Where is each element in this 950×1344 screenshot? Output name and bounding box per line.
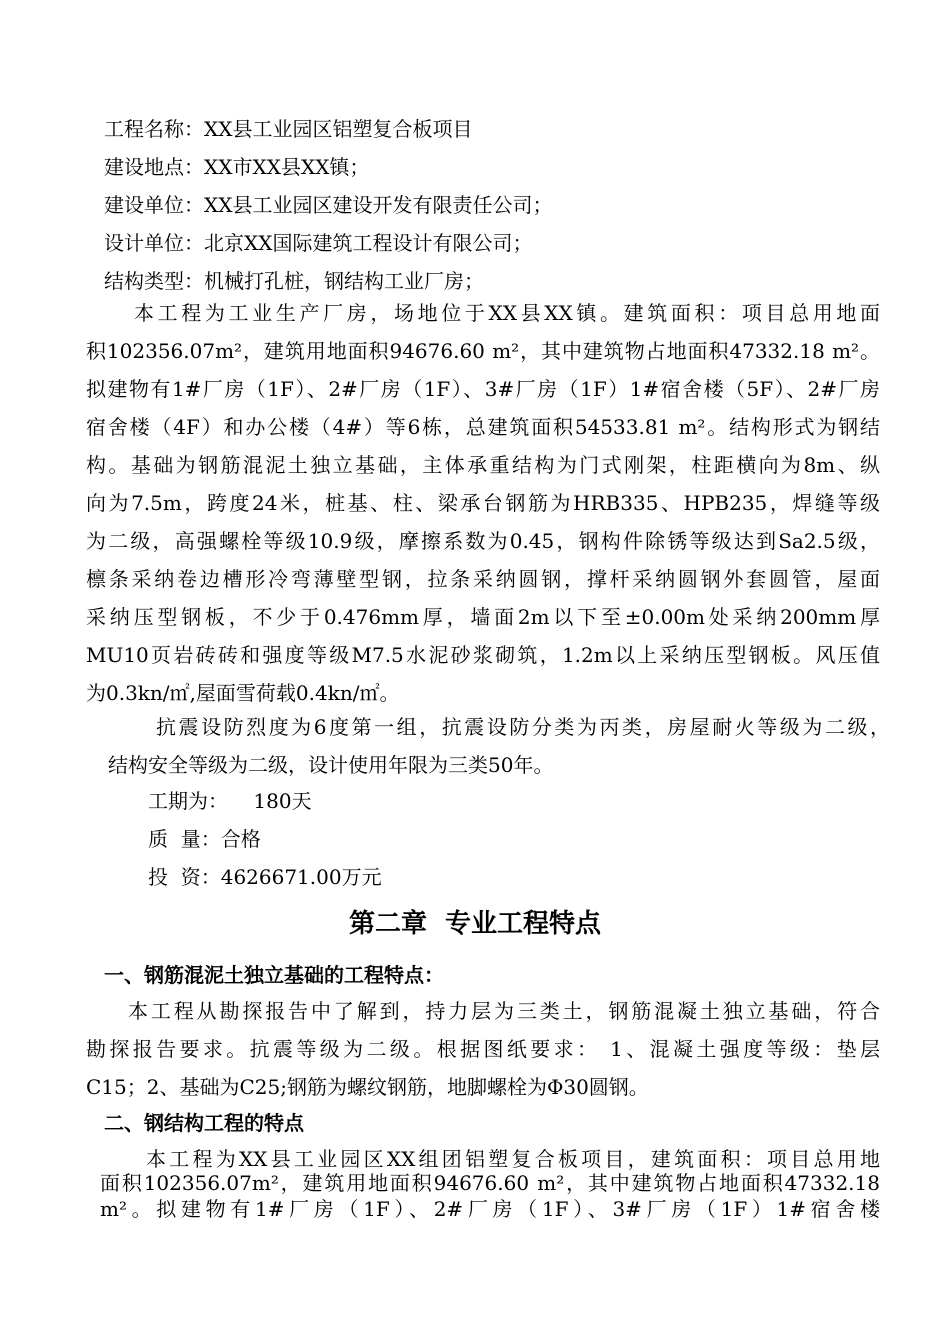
para1-line: 为二级，高强螺栓等级10.9级，摩擦系数为0.45，钢构件除锈等级达到Sa2.5级， [86,529,880,553]
para1-line: 檩条采纳卷边槽形冷弯薄壁型钢，拉条采纳圆钢，撑杆采纳圆钢外套圆管，屋面 [86,567,880,591]
para1-line: 宿舍楼（4F）和办公楼（4#）等6栋，总建筑面积54533.81 m²。结构形式为钢结 [86,415,880,439]
section2-line: 面积102356.07m²，建筑用地面积94676.60 m²，其中建筑物占地面积47332.18 [100,1171,880,1195]
summary-investment: 投 资：4626671.00万元 [148,865,382,889]
info-project-name: 工程名称：XX县工业园区铝塑复合板项目 [104,117,473,141]
para1-line: MU10页岩砖砖和强度等级M7.5水泥砂浆砌筑，1.2m以上采纳压型钢板。风压值 [86,643,880,667]
para2-line: 结构安全等级为二级，设计使用年限为三类50年。 [108,753,554,777]
section1-line: 本工程从勘探报告中了解到，持力层为三类土，钢筋混凝土独立基础，符合 [128,999,880,1023]
section2-line: 本工程为XX县工业园区XX组团铝塑复合板项目，建筑面积：项目总用地 [146,1147,880,1171]
info-location: 建设地点：XX市XX县XX镇； [104,155,370,179]
section2-heading: 二、钢结构工程的特点 [104,1111,304,1135]
info-structure: 结构类型：机械打孔桩，钢结构工业厂房； [104,269,484,293]
para1-line: 向为7.5m，跨度24米，桩基、柱、梁承台钢筋为HRB335、HPB235，焊缝等级 [86,491,880,515]
para2-line: 抗震设防烈度为6度第一组，抗震设防分类为丙类，房屋耐火等级为二级， [156,715,890,739]
summary-quality: 质 量：合格 [148,827,261,851]
chapter-title: 第二章 专业工程特点 [348,909,602,939]
para1-line: 为0.3kn/㎡,屋面雪荷载0.4kn/㎡。 [86,681,400,705]
para1-line: 积102356.07m²，建筑用地面积94676.60 m²，其中建筑物占地面积47332.18 m²。 [86,339,880,363]
para1-line: 构。基础为钢筋混泥土独立基础，主体承重结构为门式刚架，柱距横向为8m、纵 [86,453,880,477]
info-builder: 建设单位：XX县工业园区建设开发有限责任公司； [104,193,553,217]
para1-line: 采纳压型钢板，不少于0.476mm厚，墙面2m以下至±0.00m处采纳200mm厚 [86,605,880,629]
section1-line: C15；2、基础为C25;钢筋为螺纹钢筋，地脚螺栓为Φ30圆钢。 [86,1075,649,1099]
section2-line: m²。拟建物有1#厂房（1F）、2#厂房（1F）、3#厂房（1F）1#宿舍楼 [100,1197,880,1221]
para1-line: 本工程为工业生产厂房，场地位于XX县XX镇。建筑面积：项目总用地面 [134,301,880,325]
info-designer: 设计单位：北京XX国际建筑工程设计有限公司； [104,231,533,255]
para1-line: 拟建物有1#厂房（1F）、2#厂房（1F）、3#厂房（1F）1#宿舍楼（5F）、2#厂房 [86,377,880,401]
summary-duration: 工期为： 180天 [148,789,312,813]
section1-heading: 一、钢筋混泥土独立基础的工程特点： [104,963,444,987]
section1-line: 勘探报告要求。抗震等级为二级。根据图纸要求： 1、混凝土强度等级：垫层 [86,1037,880,1061]
